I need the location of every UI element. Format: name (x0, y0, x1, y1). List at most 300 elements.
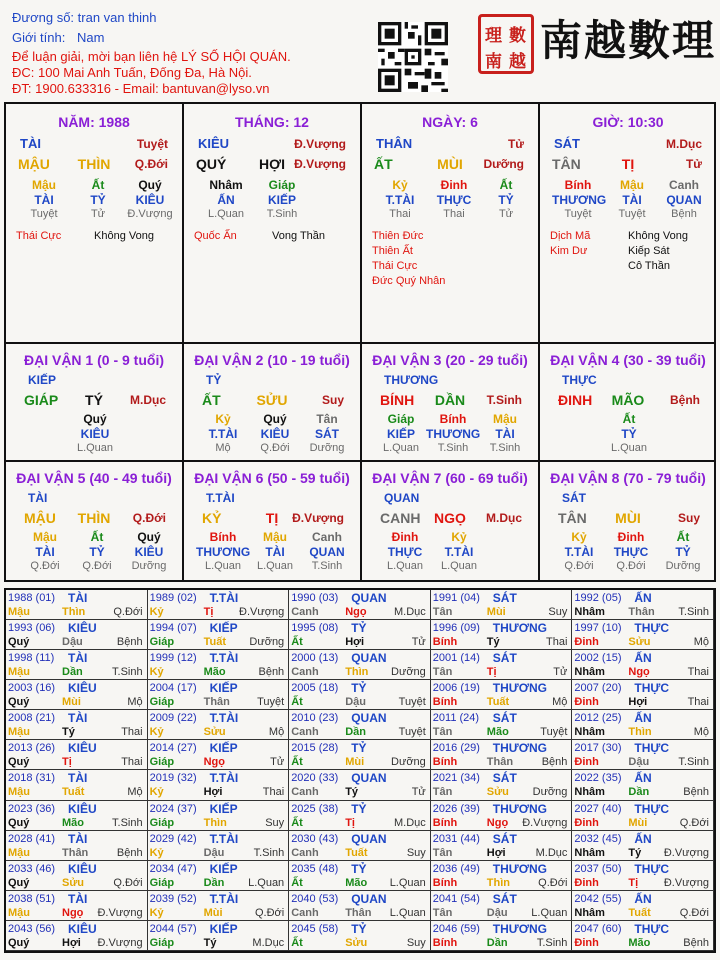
hidden-stage: T.Sinh (311, 560, 343, 572)
year-god: QUAN (351, 771, 387, 786)
year-label: 1999 (12) (149, 652, 197, 665)
hidden-stage: Q.Đới (260, 442, 290, 454)
year-god: QUAN (351, 651, 387, 666)
year-god: ẤN (634, 711, 652, 726)
year-cell (289, 861, 431, 891)
year-label: 1996 (09) (432, 622, 480, 635)
year-chi: Sửu (345, 936, 368, 949)
year-god: THỰC (634, 801, 670, 816)
year-chi: Thân (486, 756, 514, 769)
year-god: TỶ (351, 861, 367, 876)
pillar-can: MẬU (18, 156, 50, 172)
year-label: 2027 (40) (574, 802, 622, 815)
year-god: THƯƠNG (492, 621, 547, 636)
year-chi: Mão (345, 876, 368, 889)
year-god: TỶ (351, 801, 367, 816)
year-stage: Dưỡng (391, 666, 426, 679)
year-god: QUAN (351, 831, 387, 846)
year-god: TÀI (68, 771, 88, 786)
dai-van-can: KỶ (202, 510, 222, 526)
year-cell (572, 650, 714, 680)
hidden-can: Tân (316, 412, 338, 426)
year-stage: Dưỡng (532, 786, 568, 799)
year-can: Đinh (574, 876, 599, 889)
owner-value: tran van thinh (77, 10, 157, 25)
year-cell (148, 921, 290, 951)
hidden-stage: L.Quan (256, 560, 294, 572)
year-god: SÁT (492, 831, 517, 846)
hidden-god: KIÊU (260, 427, 290, 441)
dai-van-chi: THÌN (77, 510, 111, 526)
year-god: KIÊU (68, 921, 97, 936)
year-chi: Dần (62, 666, 83, 679)
year-can: Đinh (574, 936, 599, 949)
year-god: THỰC (634, 921, 670, 936)
star-right: Không Vong (94, 230, 154, 242)
hidden-stage: Dưỡng (665, 560, 701, 572)
year-cell (148, 831, 290, 861)
dai-van-cell (540, 462, 716, 578)
year-can: Đinh (574, 696, 599, 709)
year-can: Mậu (8, 666, 30, 679)
hidden-can: Giáp (268, 178, 296, 192)
year-label: 1990 (03) (291, 592, 339, 604)
hidden-god: T.TÀI (564, 545, 594, 559)
year-chi: Mùi (486, 606, 506, 618)
dai-van-god: TÀI (28, 491, 48, 505)
annual-fortune-table (4, 588, 716, 953)
year-can: Giáp (149, 936, 175, 949)
hidden-stage: Q.Đới (82, 560, 112, 572)
year-chi: Ngọ (486, 816, 509, 829)
hidden-god: THƯƠNG (196, 545, 251, 559)
hidden-god: TỶ (675, 545, 691, 559)
year-can: Mậu (8, 786, 30, 799)
year-cell (148, 710, 290, 740)
year-cell (6, 801, 148, 831)
year-label: 2010 (23) (291, 712, 339, 725)
year-label: 2011 (24) (432, 712, 480, 725)
hidden-stage: T.Sinh (437, 442, 469, 454)
year-chi: Thìn (203, 816, 227, 829)
year-label: 2028 (41) (8, 832, 56, 845)
year-can: Tân (432, 906, 453, 919)
year-cell (6, 831, 148, 861)
hidden-stage: Q.Đới (30, 560, 60, 572)
hidden-can: Mậu (263, 530, 287, 544)
year-god: SÁT (492, 651, 517, 666)
year-can: Mậu (8, 606, 30, 618)
hidden-god: TÀI (495, 427, 515, 441)
year-god: TÀI (68, 891, 88, 906)
dai-van-extra: Đ.Vượng (292, 511, 344, 525)
year-cell (289, 590, 431, 620)
year-stage: L.Quan (248, 876, 285, 889)
star-left: Thiên Ất (372, 245, 413, 257)
year-cell (431, 680, 573, 710)
hidden-can: Canh (312, 530, 342, 544)
year-label: 2033 (46) (8, 862, 56, 875)
pillar-chi: TỊ (621, 156, 635, 172)
year-stage: Đ.Vượng (522, 816, 568, 829)
pillar-top-stage: Tử (507, 137, 524, 151)
year-can: Bính (432, 636, 458, 649)
hidden-stage: Tử (498, 208, 514, 220)
year-label: 2018 (31) (8, 772, 56, 785)
year-cell (431, 650, 573, 680)
dai-van-title: ĐẠI VẬN 1 (0 - 9 tuổi) (23, 352, 164, 368)
dai-van-god: SÁT (562, 491, 586, 505)
year-can: Nhâm (574, 726, 605, 739)
year-chi: Mão (62, 816, 84, 829)
year-stage: Mộ (693, 636, 709, 649)
year-cell (148, 770, 290, 800)
year-label: 2002 (15) (574, 652, 622, 665)
year-stage: Thai (262, 786, 285, 799)
dai-van-chi: DẦN (434, 392, 466, 408)
year-chi: Thân (345, 906, 372, 919)
dai-van-title: ĐẠI VẬN 7 (60 - 69 tuổi) (372, 470, 528, 486)
year-chi: Mùi (628, 816, 648, 829)
year-can: Kỷ (149, 666, 164, 679)
dai-van-can: GIÁP (24, 392, 59, 408)
year-cell (431, 831, 573, 861)
year-stage: M.Dục (394, 816, 426, 829)
year-stage: Thai (545, 636, 568, 649)
year-god: THỰC (634, 741, 670, 756)
year-chi: Tị (203, 606, 214, 618)
hidden-stage: L.Quan (76, 442, 114, 454)
hidden-god: TÀI (34, 193, 54, 207)
gender-label: Giới tính: (12, 30, 66, 45)
year-cell (6, 590, 148, 620)
year-stage: Mộ (552, 696, 568, 709)
year-stage: L.Quan (389, 906, 426, 919)
hidden-god: TỶ (89, 545, 105, 559)
year-god: T.TÀI (209, 771, 239, 786)
dai-van-cell (540, 344, 716, 460)
dai-van-god: QUAN (384, 491, 420, 505)
year-label: 2034 (47) (149, 862, 197, 875)
year-can: Giáp (149, 816, 175, 829)
year-god: QUAN (351, 891, 387, 906)
hidden-can: Kỷ (215, 412, 231, 426)
year-cell (6, 650, 148, 680)
year-cell (148, 590, 290, 620)
year-can: Bính (432, 816, 458, 829)
year-label: 2029 (42) (149, 832, 197, 845)
year-label: 2030 (43) (291, 832, 339, 845)
hidden-stage: Q.Đới (616, 560, 646, 572)
pillar-can: ẤT (374, 156, 393, 172)
year-god: TỶ (351, 681, 367, 696)
logo-text: 南越數理 (540, 16, 717, 65)
star-left: Quốc Ấn (194, 230, 237, 242)
year-cell (431, 740, 573, 770)
year-label: 2001 (14) (432, 652, 480, 665)
dai-van-chi: MÙI (615, 510, 641, 526)
year-can: Đinh (574, 636, 599, 649)
hidden-god: KIẾP (267, 193, 296, 207)
year-can: Kỷ (149, 846, 164, 859)
year-label: 2043 (56) (8, 922, 56, 935)
star-right: Cô Thần (628, 260, 670, 272)
year-chi: Hợi (345, 636, 365, 649)
year-stage: T.Sinh (536, 936, 568, 949)
year-chi: Tý (628, 846, 642, 859)
year-stage: Thai (121, 726, 143, 739)
dai-van-extra: M.Dục (130, 393, 166, 407)
year-label: 2019 (32) (149, 772, 197, 785)
hidden-stage: Tuyệt (564, 208, 592, 220)
year-god: KIẾP (209, 621, 238, 636)
year-can: Quý (8, 816, 30, 829)
hidden-god: TÀI (265, 545, 285, 559)
year-chi: Hợi (62, 936, 81, 949)
year-stage: Q.Đới (113, 606, 143, 618)
hidden-can: Mậu (493, 412, 517, 426)
year-label: 2007 (20) (574, 682, 622, 695)
dai-van-god: THỰC (562, 373, 597, 387)
year-cell (431, 590, 573, 620)
contact-line-3[interactable]: ĐT: 1900.633316 - Email: bantuvan@lyso.vn (12, 81, 270, 96)
year-can: Giáp (149, 876, 175, 889)
hidden-can: Mậu (33, 530, 57, 544)
year-chi: Thìn (628, 726, 652, 739)
year-chi: Mùi (345, 756, 365, 769)
year-chi: Dậu (203, 846, 225, 859)
year-can: Kỷ (149, 606, 164, 618)
year-chi: Tị (345, 816, 355, 829)
year-stage: Q.Đới (254, 906, 285, 919)
hidden-can: Nhâm (209, 178, 243, 192)
dai-van-chi: TỊ (265, 510, 279, 526)
year-stage: Suy (265, 816, 285, 829)
hidden-can: Canh (669, 178, 699, 192)
year-cell (572, 740, 714, 770)
year-label: 1994 (07) (149, 622, 197, 635)
year-stage: Suy (406, 846, 426, 859)
year-label: 1995 (08) (291, 622, 339, 635)
year-stage: M.Dục (252, 936, 285, 949)
pillar-extra: Dưỡng (483, 157, 524, 171)
dai-van-title: ĐẠI VẬN 3 (20 - 29 tuổi) (372, 352, 528, 368)
year-stage: Tử (411, 786, 426, 799)
pillar-title: GIỜ: 10:30 (592, 114, 664, 130)
year-label: 2017 (30) (574, 742, 622, 755)
year-god: SÁT (492, 711, 517, 726)
dai-van-god: T.TÀI (206, 491, 235, 505)
year-can: Nhâm (574, 906, 605, 919)
hidden-can: Quý (137, 530, 161, 544)
year-chi: Mão (628, 936, 651, 949)
year-god: ẤN (634, 651, 652, 666)
dai-van-title: ĐẠI VẬN 4 (30 - 39 tuổi) (550, 352, 706, 368)
year-cell (431, 921, 573, 951)
dai-van-extra: M.Dục (486, 511, 522, 525)
hidden-god: QUAN (309, 545, 345, 559)
year-god: KIẾP (209, 681, 238, 696)
dai-van-extra: Suy (321, 393, 344, 407)
pillar-title: NĂM: 1988 (58, 114, 130, 130)
year-chi: Sửu (203, 726, 226, 739)
year-god: SÁT (492, 891, 517, 906)
hidden-can: Ất (91, 178, 105, 192)
year-god: TÀI (68, 591, 88, 605)
year-cell (431, 770, 573, 800)
star-left: Thái Cực (16, 230, 62, 242)
hidden-stage: T.Sinh (266, 208, 298, 220)
hidden-stage: L.Quan (204, 560, 242, 572)
year-label: 1988 (01) (8, 592, 56, 604)
year-label: 2032 (45) (574, 832, 622, 845)
year-cell (148, 740, 290, 770)
year-label: 2041 (54) (432, 892, 480, 905)
dai-van-can: TÂN (558, 510, 587, 526)
year-god: ẤN (634, 891, 652, 906)
year-stage: Tuyệt (257, 696, 285, 709)
hidden-god: THỰC (613, 545, 649, 559)
year-stage: Q.Đới (679, 816, 709, 829)
hidden-stage: Tuyệt (30, 208, 58, 220)
year-label: 2037 (50) (574, 862, 622, 875)
year-cell (572, 590, 714, 620)
hidden-can: Quý (83, 412, 107, 426)
year-label: 2013 (26) (8, 742, 56, 755)
year-stage: Tử (270, 756, 285, 769)
year-stage: Q.Đới (679, 906, 709, 919)
year-stage: T.Sinh (678, 756, 709, 769)
hidden-god: TÀI (622, 193, 642, 207)
dai-van-cell (184, 462, 360, 578)
year-label: 2039 (52) (149, 892, 197, 905)
year-can: Quý (8, 636, 30, 649)
hidden-can: Kỷ (571, 530, 587, 544)
dai-van-god: KIẾP (28, 373, 57, 387)
year-chi: Dậu (486, 906, 508, 919)
contact-line-2: ĐC: 100 Mai Anh Tuấn, Đống Đa, Hà Nội. (12, 65, 252, 80)
year-label: 2009 (22) (149, 712, 197, 725)
dai-van-can: ĐINH (558, 392, 593, 408)
year-chi: Hợi (203, 786, 223, 799)
year-cell (148, 801, 290, 831)
star-left: Đức Quý Nhân (372, 275, 446, 287)
year-cell (431, 891, 573, 921)
hidden-can: Bính (564, 178, 592, 192)
year-label: 2022 (35) (574, 772, 622, 785)
year-cell (6, 861, 148, 891)
pillar-cell (540, 104, 716, 342)
star-left: Dịch Mã (550, 230, 591, 242)
year-god: THỰC (634, 861, 670, 876)
pillar-top-god: TÀI (20, 136, 41, 151)
year-cell (6, 680, 148, 710)
year-can: Quý (8, 876, 30, 889)
year-cell (289, 680, 431, 710)
year-cell (289, 740, 431, 770)
year-chi: Ngọ (203, 756, 225, 769)
year-stage: Thai (121, 756, 143, 769)
hidden-stage: Mộ (215, 442, 231, 454)
year-cell (431, 710, 573, 740)
year-chi: Dần (203, 876, 225, 889)
year-cell (289, 801, 431, 831)
gender-line (12, 30, 104, 46)
qr-code-icon[interactable] (378, 22, 448, 92)
year-chi: Mùi (203, 906, 223, 919)
year-label: 2021 (34) (432, 772, 480, 785)
year-chi: Sửu (628, 636, 651, 649)
hidden-god: SÁT (315, 427, 339, 441)
year-can: Ất (291, 696, 303, 709)
year-god: TÀI (68, 711, 88, 726)
dai-van-god: THƯƠNG (384, 373, 439, 387)
star-right: Không Vong (628, 230, 688, 242)
pillar-top-god: KIÊU (198, 136, 230, 151)
contact-line-1: Để luận giải, mời bạn liên hệ LÝ SỐ HỘI QUÁN. (12, 49, 291, 64)
year-label: 2038 (51) (8, 892, 56, 905)
seal-stamp-icon: 理 數 南 越 (478, 14, 534, 74)
pillar-extra: Đ.Vượng (294, 157, 346, 171)
year-god: KIẾP (209, 921, 238, 936)
year-god: SÁT (492, 591, 517, 605)
year-chi: Ngọ (345, 606, 367, 618)
year-can: Ất (291, 756, 303, 769)
year-stage: Bệnh (683, 936, 709, 949)
dai-van-title: ĐẠI VẬN 6 (50 - 59 tuổi) (194, 470, 350, 486)
year-cell (289, 770, 431, 800)
year-can: Kỷ (149, 786, 164, 799)
year-god: THƯƠNG (492, 681, 547, 696)
dai-van-cell (362, 344, 538, 460)
year-label: 2006 (19) (432, 682, 480, 695)
year-can: Giáp (149, 756, 175, 769)
year-chi: Tý (486, 636, 500, 649)
year-stage: Dưỡng (391, 756, 426, 769)
year-can: Nhâm (574, 846, 605, 859)
year-chi: Thân (628, 606, 655, 618)
hidden-stage: L.Quan (382, 442, 420, 454)
year-cell (572, 801, 714, 831)
dai-van-title: ĐẠI VẬN 2 (10 - 19 tuổi) (194, 352, 350, 368)
year-label: 2031 (44) (432, 832, 480, 845)
year-god: T.TÀI (209, 591, 239, 605)
year-can: Canh (291, 846, 319, 859)
year-chi: Mão (486, 726, 509, 739)
year-chi: Thân (203, 696, 230, 709)
year-label: 2024 (37) (149, 802, 197, 815)
year-stage: Q.Đới (538, 876, 568, 889)
star-right: Vong Thần (272, 230, 326, 242)
year-can: Canh (291, 666, 319, 679)
year-can: Tân (432, 726, 453, 739)
pillar-top-stage: Đ.Vượng (294, 137, 346, 151)
chart-grid (4, 102, 716, 582)
hidden-can: Đinh (440, 178, 468, 192)
hidden-god: TỶ (621, 427, 637, 441)
year-can: Kỷ (149, 906, 164, 919)
year-god: TÀI (68, 651, 88, 666)
dai-van-extra: Suy (677, 511, 700, 525)
year-can: Ất (291, 936, 303, 949)
year-can: Ất (291, 876, 303, 889)
year-stage: Bệnh (541, 756, 568, 769)
year-god: TỶ (351, 741, 367, 756)
pillar-chi: HỢI (259, 156, 285, 172)
year-cell (148, 620, 290, 650)
pillar-title: NGÀY: 6 (422, 114, 478, 130)
year-chi: Tị (62, 756, 72, 769)
